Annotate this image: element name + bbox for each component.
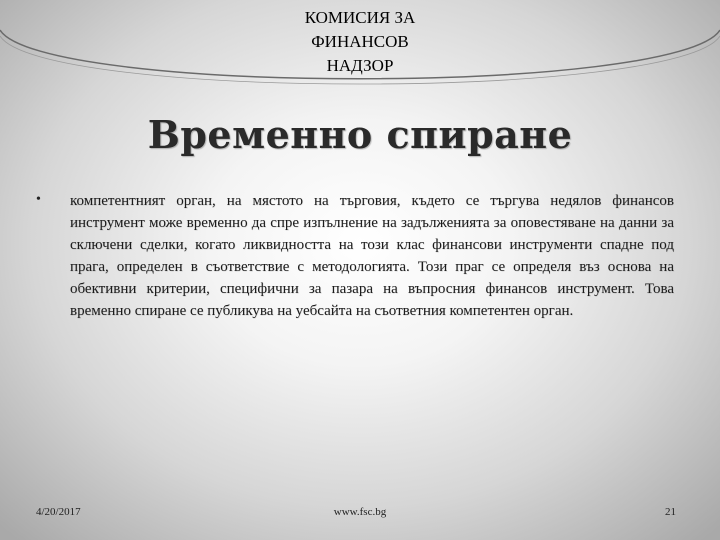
org-line-3: НАДЗОР (326, 56, 394, 75)
footer-page-number: 21 (665, 506, 676, 518)
org-line-1: КОМИСИЯ ЗА (304, 8, 416, 27)
footer-date: 4/20/2017 (36, 506, 81, 518)
bullet-item (36, 190, 674, 322)
organization-name (0, 6, 720, 78)
footer-url: www.fsc.bg (333, 506, 387, 518)
org-line-2: ФИНАНСОВ (311, 32, 409, 51)
slide-title: Временно спиране (147, 112, 573, 157)
bullet-marker: • (36, 192, 41, 207)
bullet-text: компетентният орган, на мястото на търговия, където се търгува недялов финансов инструмент може временно да спре изпълнение на задълженията за оповестяване на данни за сключени сделки, когато ликвидността на този клас финансови инструменти спадне под прага, определен в съответствие с методологията. Този праг се определя въз основа на обективни критерии, специфични за пазара на въпросния финансов инструмент. Това временно спиране се публикува на уебсайта на съответния компетентен орган. (70, 193, 674, 319)
bullet-list (36, 190, 674, 322)
